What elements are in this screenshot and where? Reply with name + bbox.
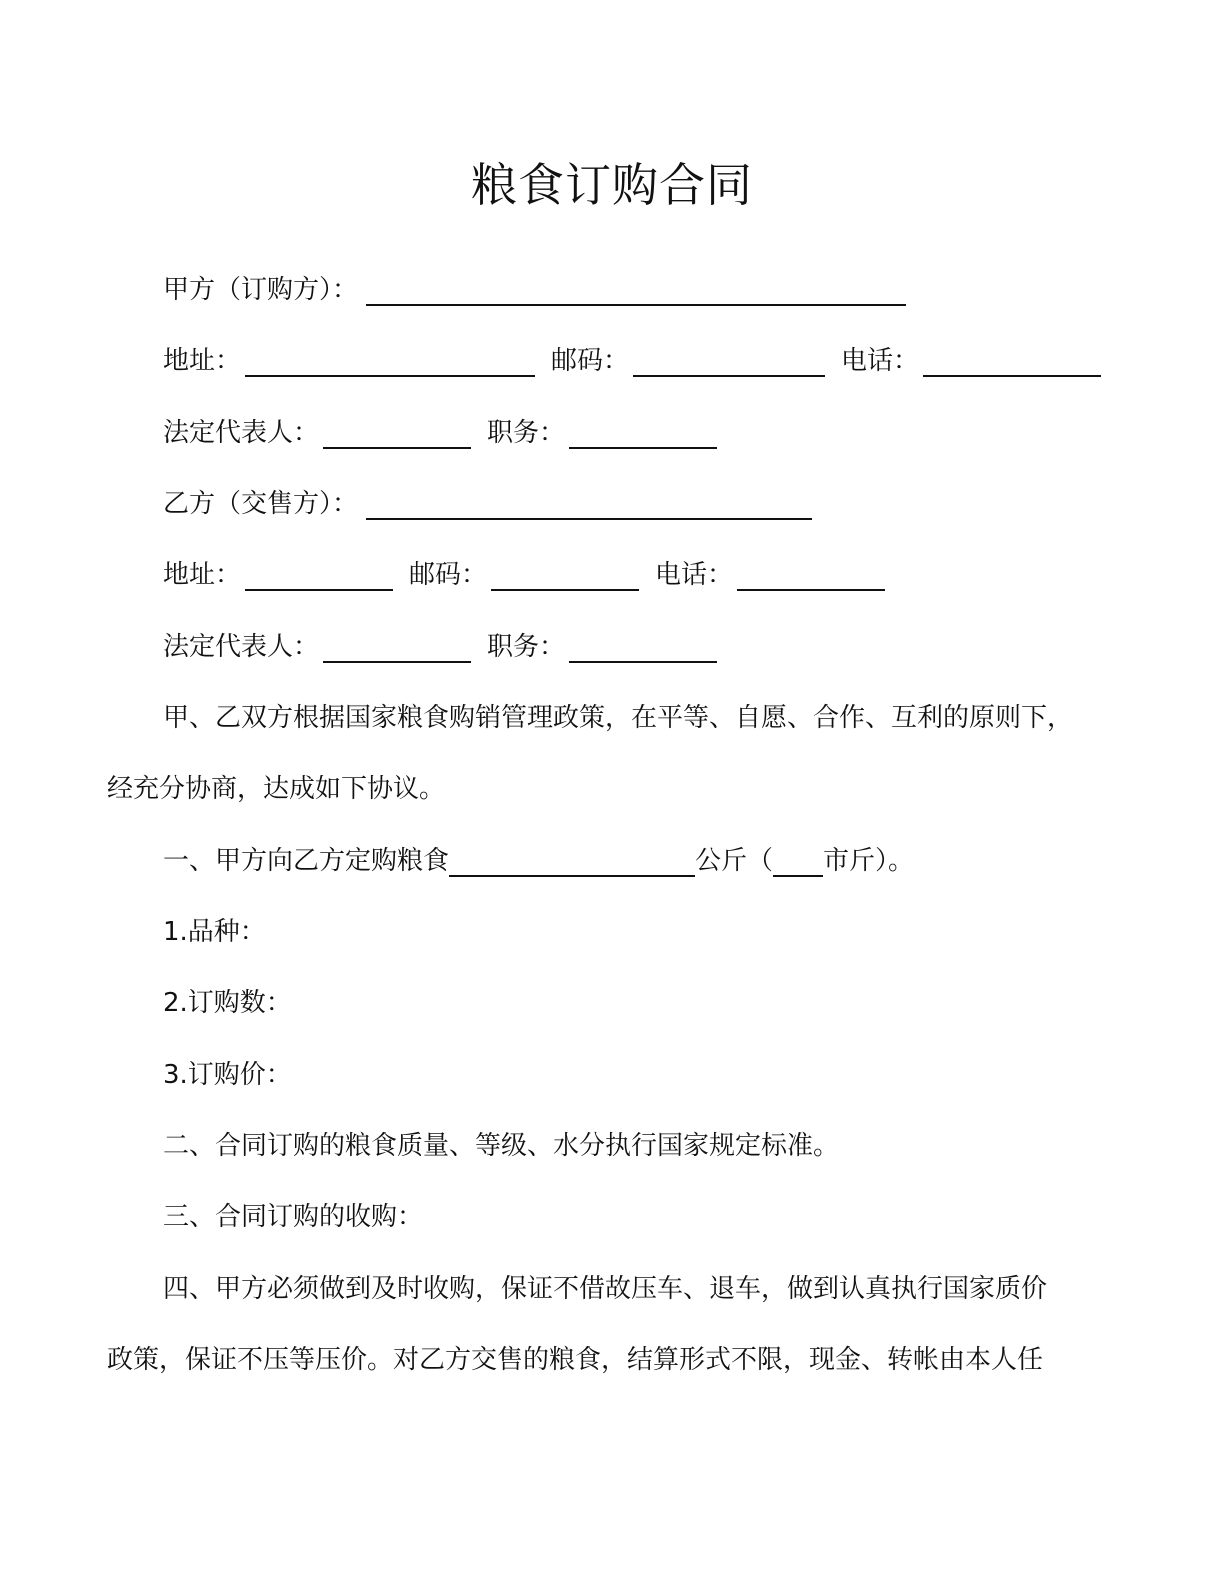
party-b-line bbox=[163, 484, 812, 524]
party-b-rep-field[interactable] bbox=[323, 631, 471, 663]
party-a-address-label: 地址： bbox=[163, 346, 242, 376]
clause-4-line-1: 四、甲方必须做到及时收购，保证不借故压车、退车，做到认真执行国家质价 bbox=[163, 1274, 1048, 1304]
party-a-rep-field[interactable] bbox=[323, 417, 471, 449]
party-a-rep-line bbox=[163, 413, 717, 453]
document-title: 粮食订购合同 bbox=[471, 158, 753, 212]
clause-1-jin-field[interactable] bbox=[773, 845, 823, 877]
item-price: 3.订购价： bbox=[163, 1060, 292, 1090]
party-a-contact-line bbox=[163, 341, 1101, 381]
item-quantity: 2.订购数： bbox=[163, 988, 292, 1018]
party-b-phone-label: 电话： bbox=[655, 560, 734, 590]
party-b-label: 乙方（交售方）： bbox=[163, 489, 359, 519]
party-b-position-field[interactable] bbox=[569, 631, 717, 663]
party-b-name-field[interactable] bbox=[366, 488, 812, 520]
party-a-phone-field[interactable] bbox=[923, 345, 1101, 377]
party-a-line bbox=[163, 270, 906, 310]
clause-1-unit-jin: 市斤）。 bbox=[823, 846, 915, 876]
clause-1 bbox=[163, 841, 914, 881]
clause-4-line-2: 政策，保证不压等压价。对乙方交售的粮食，结算形式不限，现金、转帐由本人任 bbox=[107, 1345, 1044, 1375]
party-a-address-field[interactable] bbox=[245, 345, 535, 377]
intro-line-2: 经充分协商，达成如下协议。 bbox=[107, 774, 446, 804]
item-variety: 1.品种： bbox=[163, 917, 266, 947]
party-a-phone-label: 电话： bbox=[841, 346, 920, 376]
party-a-postcode-field[interactable] bbox=[633, 345, 825, 377]
clause-1-kg-field[interactable] bbox=[449, 845, 695, 877]
clause-1-prefix: 一、甲方向乙方定购粮食 bbox=[163, 846, 450, 876]
party-b-postcode-field[interactable] bbox=[491, 559, 639, 591]
party-b-address-field[interactable] bbox=[245, 559, 393, 591]
clause-2: 二、合同订购的粮食质量、等级、水分执行国家规定标准。 bbox=[163, 1131, 840, 1161]
party-b-address-label: 地址： bbox=[163, 560, 242, 590]
party-a-postcode-label: 邮码： bbox=[551, 346, 630, 376]
party-b-postcode-label: 邮码： bbox=[409, 560, 488, 590]
party-a-name-field[interactable] bbox=[366, 274, 906, 306]
party-b-rep-label: 法定代表人： bbox=[163, 632, 320, 662]
party-a-position-field[interactable] bbox=[569, 417, 717, 449]
clause-3: 三、合同订购的收购： bbox=[163, 1202, 424, 1232]
party-a-label: 甲方（订购方）： bbox=[163, 275, 359, 305]
party-b-phone-field[interactable] bbox=[737, 559, 885, 591]
party-a-rep-label: 法定代表人： bbox=[163, 418, 320, 448]
party-b-rep-line bbox=[163, 627, 717, 667]
party-b-position-label: 职务： bbox=[487, 632, 566, 662]
party-b-contact-line bbox=[163, 555, 885, 595]
clause-1-unit-kg: 公斤（ bbox=[695, 846, 774, 876]
party-a-position-label: 职务： bbox=[487, 418, 566, 448]
intro-line-1: 甲、乙双方根据国家粮食购销管理政策，在平等、自愿、合作、互利的原则下， bbox=[163, 703, 1074, 733]
